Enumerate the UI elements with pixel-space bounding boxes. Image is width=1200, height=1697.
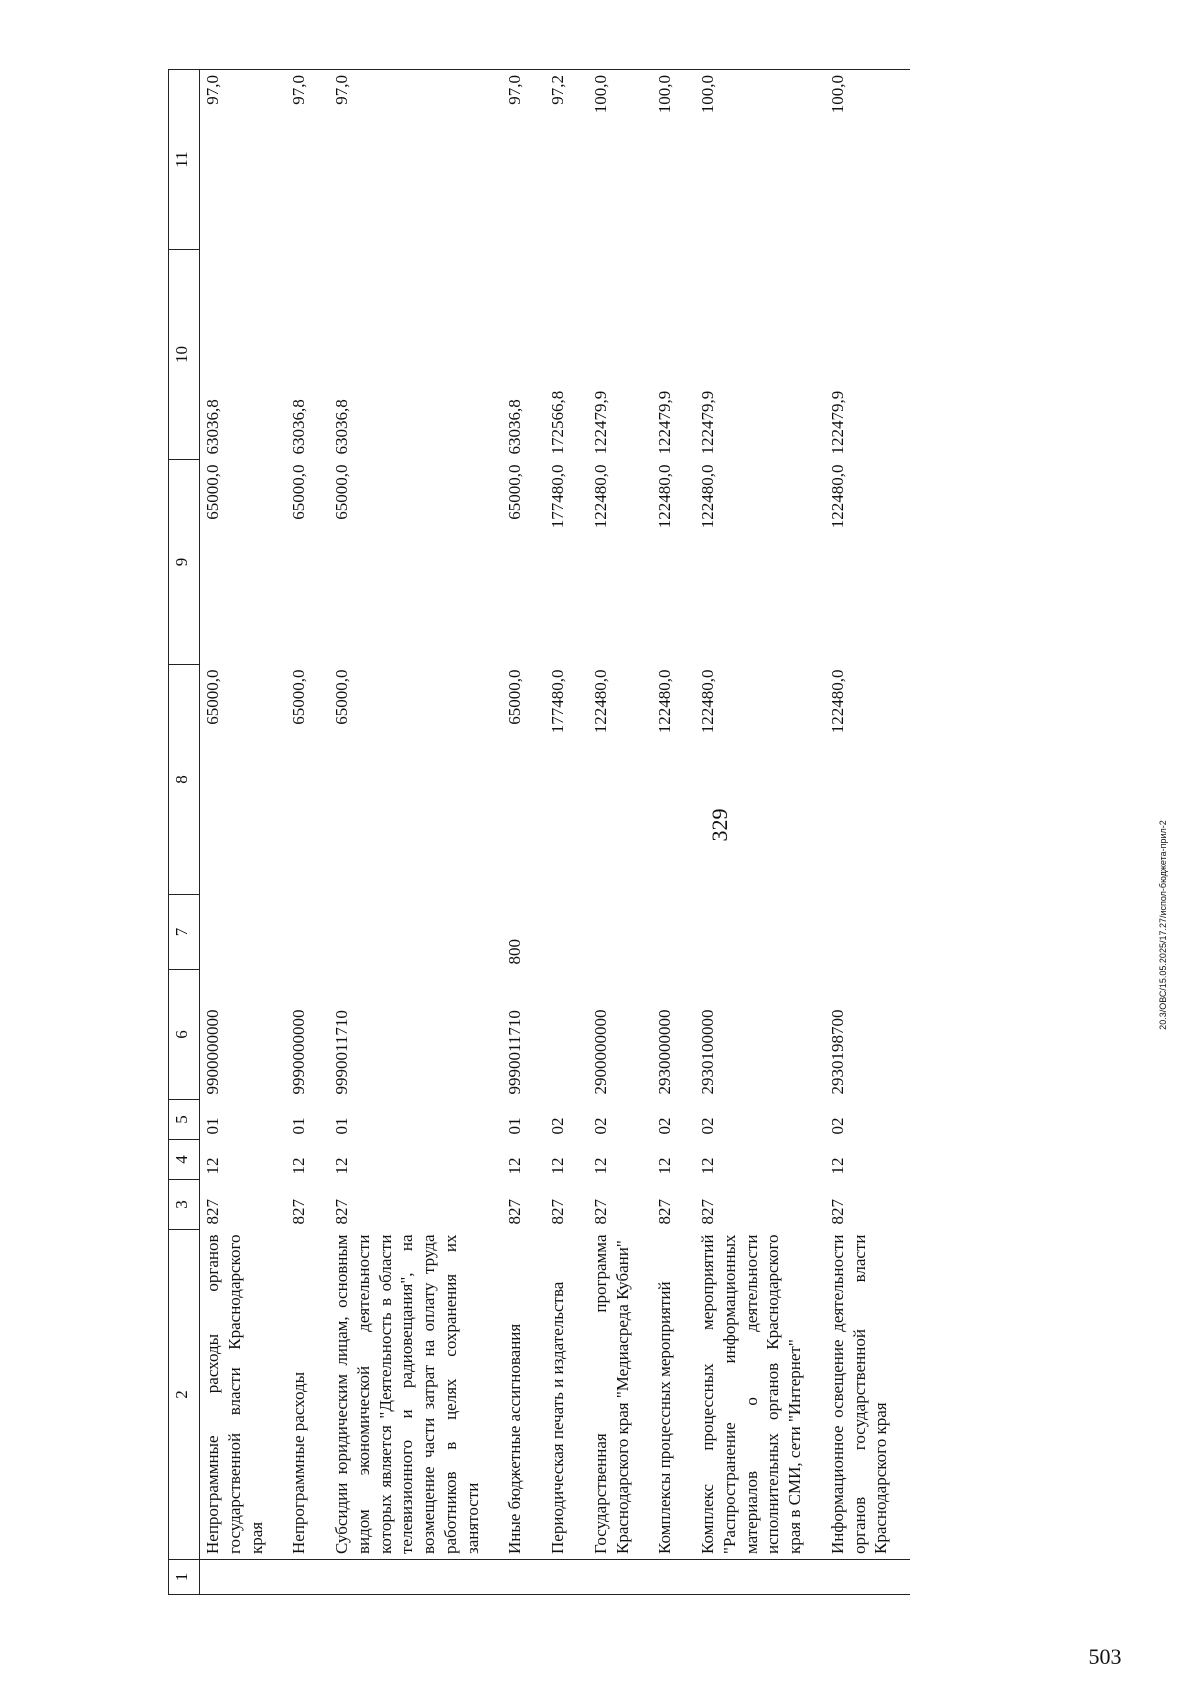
cell-col9: 122480,0 [590,464,610,529]
table-row [501,70,544,1595]
cell-col7 [200,895,286,970]
cell-col7 [328,895,501,970]
cell-col3: 827 [590,1199,610,1225]
cell-col5: 01 [289,1117,309,1135]
cell-col1 [328,1560,501,1595]
cell-col6 [544,970,587,1100]
column-header: 11 [169,70,200,250]
cell-col1 [200,1560,286,1595]
cell-col1 [501,1560,544,1595]
table-row [200,70,286,1595]
table-row [694,70,824,1595]
cell-col9: 122480,0 [655,464,675,529]
cell-col10: 63036,8 [332,399,351,455]
cell-col6: 9990011710 [505,1010,525,1095]
cell-col11: 100,0 [694,70,824,250]
footer-document-reference: 20.3/ОВС/15.05.2025/17.27/испол-бюджета-прил-2 [1158,820,1168,1030]
cell-col8: 122480,0 [655,669,675,734]
cell-col8: 65000,0 [289,669,309,725]
cell-col3: 827 [698,1199,717,1225]
cell-col1 [544,1560,587,1595]
cell-col6: 9900000000 [203,1009,222,1095]
cell-col11: 100,0 [651,70,694,250]
cell-col10: 122479,9 [698,390,717,455]
cell-col9: 122480,0 [827,464,847,529]
cell-col7 [544,895,587,970]
column-header: 3 [169,1180,200,1230]
cell-col4: 12 [332,1157,351,1175]
cell-col4: 12 [827,1157,847,1175]
cell-col4: 12 [698,1157,717,1175]
cell-col7 [285,895,328,970]
cell-col10: 122479,9 [590,390,610,455]
cell-name: Комплексы процессных мероприятий [651,1230,694,1560]
cell-col10: 63036,8 [505,399,525,455]
cell-col8: 122480,0 [827,669,847,734]
table-row [587,70,652,1595]
cell-col8: 177480,0 [548,669,567,734]
cell-col1 [651,1560,694,1595]
page-number-top: 329 [707,808,732,842]
cell-col9: 65000,0 [289,464,309,520]
cell-col9: 65000,0 [203,464,222,520]
cell-col3: 827 [655,1199,675,1225]
cell-col6: 9990011710 [332,1010,351,1095]
cell-col4: 12 [203,1157,222,1175]
cell-name: Информационное освещение деятельности органов государственной власти Краснодарского края [824,1230,910,1560]
cell-col10: 122479,9 [827,390,847,455]
cell-col6: 2930198700 [827,1009,847,1095]
cell-name: Комплекс процессных мероприятий "Распространение информационных материалов о деятельности исполнительных органов Краснодарского края в СМИ, сети "Интернет" [694,1230,824,1560]
cell-col6: 2930000000 [655,1009,675,1095]
budget-table [168,69,910,1595]
cell-col5: 02 [548,1117,567,1135]
page-number-bottom: 503 [1088,1644,1122,1669]
column-header: 5 [169,1100,200,1140]
cell-col11: 97,0 [200,70,286,250]
column-header: 10 [169,250,200,460]
cell-col9: 177480,0 [548,464,567,529]
cell-name: Государственная программа Краснодарского края "Медиасреда Кубани" [587,1230,652,1560]
column-header: 2 [169,1230,200,1560]
cell-col3: 827 [203,1199,222,1225]
column-header: 1 [169,1560,200,1595]
cell-col1 [285,1560,328,1595]
cell-col5: 02 [590,1117,610,1135]
cell-col5: 01 [203,1117,222,1135]
cell-col3: 827 [827,1199,847,1225]
cell-col5: 02 [698,1117,717,1135]
cell-col7 [824,895,910,970]
cell-col1 [824,1560,910,1595]
cell-col4: 12 [590,1157,610,1175]
cell-col5: 02 [655,1117,675,1135]
cell-col1 [587,1560,652,1595]
table-row [824,70,910,1595]
cell-col3: 827 [505,1199,525,1225]
cell-col6: 2900000000 [590,1009,610,1095]
table-row [544,70,587,1595]
cell-col11: 97,0 [285,70,328,250]
cell-col11: 100,0 [824,70,910,250]
cell-col5: 01 [332,1117,351,1135]
cell-col4: 12 [655,1157,675,1175]
cell-col7: 800 [505,939,525,965]
cell-col10: 172566,8 [548,390,567,455]
cell-col6: 2930100000 [698,1009,717,1095]
cell-name: Периодическая печать и издательства [544,1230,587,1560]
cell-col10: 63036,8 [203,399,222,455]
cell-col8: 122480,0 [590,669,610,734]
cell-col1 [694,1560,824,1595]
cell-name: Иные бюджетные ассигнования [501,1230,544,1560]
cell-col8: 65000,0 [332,669,351,725]
cell-col7 [694,895,824,970]
cell-col6: 9990000000 [289,1009,309,1095]
column-header: 9 [169,460,200,665]
cell-col11: 97,2 [544,70,587,250]
cell-col7 [651,895,694,970]
cell-col4: 12 [548,1157,567,1175]
cell-col5: 01 [505,1117,525,1135]
cell-col3: 827 [332,1199,351,1225]
table-row [285,70,328,1595]
column-header: 6 [169,970,200,1100]
budget-table-container [168,70,1018,1595]
cell-name: Непрограммные расходы [285,1230,328,1560]
cell-col8: 65000,0 [505,669,525,725]
cell-col9: 65000,0 [332,464,351,520]
cell-col7 [587,895,652,970]
column-header: 7 [169,895,200,970]
cell-col10: 122479,9 [655,390,675,455]
cell-col4: 12 [505,1157,525,1175]
cell-name: Непрограммные расходы органов государственной власти Краснодарского края [200,1230,286,1560]
cell-col3: 827 [548,1199,567,1225]
cell-col8: 65000,0 [203,669,222,725]
cell-col4: 12 [289,1157,309,1175]
column-header: 4 [169,1140,200,1180]
column-header: 8 [169,665,200,895]
cell-col9: 65000,0 [505,464,525,520]
cell-col11: 97,0 [501,70,544,250]
cell-col9: 122480,0 [698,464,717,529]
cell-col3: 827 [289,1199,309,1225]
cell-col10: 63036,8 [289,399,309,455]
cell-name: Субсидии юридическим лицам, основным видом экономической деятельности которых является "Деятельность в области телевизионного и радиовещания", на возмещение части затрат на оплату труда работников в целях сохранения их занятости [328,1230,501,1560]
cell-col11: 100,0 [587,70,652,250]
table-row [328,70,501,1595]
cell-col8: 122480,0 [698,669,717,734]
table-header-row [169,70,200,1595]
table-row [651,70,694,1595]
cell-col11: 97,0 [328,70,501,250]
cell-col5: 02 [827,1117,847,1135]
